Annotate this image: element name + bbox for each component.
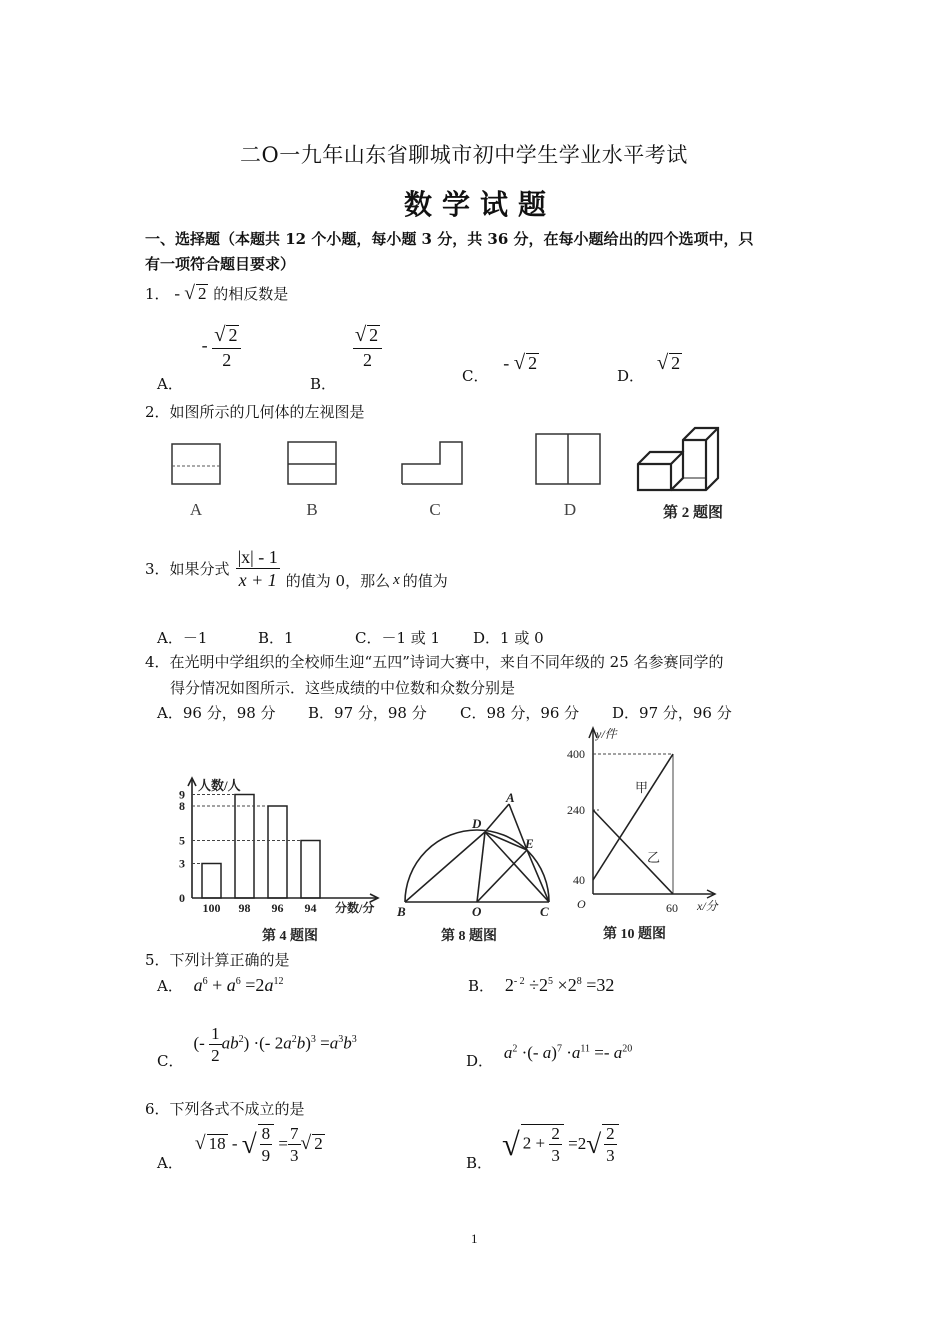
fig4-ytick-9: 9 [179, 787, 185, 802]
option-label: A． [157, 977, 183, 995]
q6-option-a-expr: √ 18 - √ $\frac{8}{9}$ = $\frac{7}{3}$ √ 2 [194, 1123, 323, 1165]
fig4-bar-chart [170, 770, 390, 948]
q2-view-c[interactable] [402, 442, 462, 484]
fig10-frame [593, 754, 673, 894]
q2-stem-text: 如图所示的几何体的左视图是 [169, 403, 365, 421]
fig4-bar-98 [235, 795, 254, 899]
fig4-xtick-100: 100 [202, 901, 221, 915]
fig10-caption: 第 10 题图 [603, 927, 666, 942]
fig4-ytick-5: 5 [179, 833, 185, 848]
q4-option-b[interactable]: B．97 分，98 分 [308, 704, 427, 722]
q6-stem-text: 下列各式不成立的是 [169, 1100, 305, 1118]
option-label: A． [157, 375, 183, 394]
fig10-xtick-60: 60 [666, 901, 678, 915]
fig10-line-jia [593, 754, 673, 880]
q1-option-d[interactable]: D． √ 2 [617, 352, 681, 385]
q4-option-a[interactable]: A．96 分，98 分 [157, 704, 276, 722]
fig10-graph [565, 722, 725, 948]
q5-stem [145, 949, 290, 970]
q5-option-a[interactable] [157, 975, 283, 996]
q5-option-c-expr: (- $\frac{1}{2}$ $ab^2$) ·(- $2a^2b)^3 =a^3b^3$ [193, 1024, 357, 1065]
q5-option-b[interactable] [468, 975, 614, 996]
fig8-point-b: B [397, 904, 406, 919]
fig4-bars [179, 788, 320, 916]
option-label: B． [466, 1153, 493, 1172]
fig8-point-e: E [525, 836, 534, 851]
q2-view-b[interactable] [288, 442, 336, 484]
q1-stem-text: 的相反数是 [213, 285, 289, 303]
fig8-line-bd [405, 832, 485, 902]
fig4-bar-96 [268, 806, 287, 898]
q3-fraction [236, 548, 280, 589]
q4-stem-line1 [145, 651, 724, 672]
page-subtitle: 数学试题 [404, 188, 557, 221]
q2-letter-d: D [563, 500, 577, 519]
q5-number: 5． [145, 951, 170, 969]
page-number: 1 [471, 1231, 478, 1246]
fig8-line-da [485, 804, 509, 832]
option-label: B． [468, 977, 495, 995]
fig10-ytick-40: 40 [573, 873, 585, 887]
q3-number: 3． [145, 560, 170, 578]
q5-option-c[interactable] [157, 1024, 357, 1070]
fig4-ytick-8: 8 [179, 799, 185, 813]
q3-variable: x [393, 572, 400, 588]
q2-letter-c: C [429, 500, 441, 519]
option-label: B． [310, 375, 337, 394]
fig10-lines [593, 754, 673, 894]
q2-solid-drawing [638, 428, 718, 490]
q5-option-b-expr: $2^{- 2} \div 2^5 \times 2^8 =32$ [504, 975, 615, 995]
fig4-xtick-94: 94 [304, 901, 317, 915]
section-heading-line2: 有一项符合题目要求） [145, 255, 296, 273]
q1-option-a[interactable]: A． - $\frac{√ 2}{2}$ [157, 325, 241, 369]
fig4-ytick-0: 0 [179, 891, 185, 905]
fig4-bar-94 [301, 841, 320, 899]
option-label: A． [157, 1153, 183, 1172]
option-label: C． [157, 1052, 184, 1070]
q5-option-a-expr: $a^6 + a^6 =2a^{12}$ [193, 975, 284, 995]
q1-stem-expression: - √ 2 [174, 283, 207, 304]
q3-option-c[interactable]: C．－1 或 1 [355, 629, 441, 647]
q2-figure-caption: 第 2 题图 [662, 505, 724, 521]
fig8-point-o: O [472, 904, 482, 919]
fig10-ytick-240: 240 [567, 803, 585, 817]
option-label: D． [466, 1052, 494, 1070]
q3-stem-prefix: 如果分式 [169, 560, 230, 578]
q3-stem [145, 548, 448, 589]
fig10-label-jia: 甲 [635, 780, 649, 795]
section-heading-line1: 一、选择题（本题共 12 个小题，每小题 3 分，共 36 分，在每小题给出的四个选项中，只 [145, 230, 754, 248]
fig8-point-c: C [540, 904, 549, 919]
q5-option-d-expr: $a^2$ ·(- $a)^7 \cdot a^{11} =- a^{20}$ [503, 1043, 633, 1062]
fig4-bar-100 [202, 864, 221, 899]
q6-number: 6． [145, 1100, 170, 1118]
q1-stem [145, 283, 288, 305]
q5-option-d[interactable] [466, 1042, 633, 1070]
fig4-ytick-3: 3 [179, 856, 185, 871]
q2-stem [145, 401, 365, 422]
q2-view-d[interactable] [536, 434, 600, 484]
fig10-x-label: x/分 [697, 899, 718, 913]
fig8-line-od [477, 832, 485, 902]
q3-stem-suffix: 的值为 0，那么 [285, 572, 391, 590]
fig8-line-ec [527, 850, 549, 902]
q4-number: 4． [145, 653, 170, 671]
fig8-caption: 第 8 题图 [441, 929, 497, 944]
fig4-xtick-96: 96 [271, 901, 284, 915]
fig8-geometry [395, 790, 565, 950]
q3-option-b[interactable]: B．1 [258, 629, 294, 647]
q6-option-a[interactable] [157, 1123, 325, 1172]
fig4-caption: 第 4 题图 [262, 929, 318, 944]
q5-stem-text: 下列计算正确的是 [169, 951, 290, 969]
fig4-xtick-98: 98 [238, 901, 251, 915]
q4-stem-line2: 得分情况如图所示．这些成绩的中位数和众数分别是 [170, 679, 516, 697]
fig10-y-label: y/件 [596, 727, 617, 741]
q1-number: 1． [145, 285, 170, 303]
q2-figure [150, 422, 750, 532]
q2-letter-b: B [306, 500, 318, 519]
exam-title: 二O一九年山东省聊城市初中学生学业水平考试 [240, 143, 688, 167]
fig10-origin: O [577, 897, 586, 911]
q4-stem-text-1: 在光明中学组织的全校师生迎“五四”诗词大赛中，来自不同年级的 25 名参赛同学的 [169, 653, 724, 671]
q3-stem-end: 的值为 [402, 572, 448, 590]
option-label: C． [462, 367, 489, 385]
fig8-point-d: D [472, 816, 482, 831]
fig8-line-oe [477, 850, 527, 902]
q3-fraction-numerator: |x| - 1 [237, 547, 278, 567]
fig10-ytick-400: 400 [567, 747, 585, 761]
q2-number: 2． [145, 403, 170, 421]
q4-option-c[interactable]: C．98 分，96 分 [460, 704, 580, 722]
q2-letter-a: A [189, 500, 203, 519]
fig4-y-label: 人数/人 [198, 778, 241, 793]
fig4-x-label: 分数/分 [335, 901, 375, 915]
q6-option-b[interactable] [466, 1124, 619, 1172]
q6-stem [145, 1098, 305, 1119]
q3-fraction-denominator: x + 1 [238, 570, 277, 590]
q6-option-b-expr: √ 2 + $\frac{2}{3}$ =2 √ $\frac{2}{3}$ [502, 1124, 619, 1164]
q1-option-b[interactable]: B． $\frac{√ 2}{2}$ [310, 325, 382, 369]
q2-view-a[interactable] [172, 444, 220, 484]
q3-option-d[interactable]: D．1 或 0 [473, 629, 544, 647]
q4-option-d[interactable]: D．97 分，96 分 [612, 704, 732, 722]
fig10-line-yi [593, 810, 673, 894]
q1-option-c[interactable]: C． - √ 2 [462, 352, 538, 385]
fig8-point-a: A [506, 790, 515, 805]
fig10-label-yi: 乙 [647, 850, 661, 865]
q3-option-a[interactable]: A．－1 [157, 629, 208, 647]
option-label: D． [617, 367, 645, 385]
